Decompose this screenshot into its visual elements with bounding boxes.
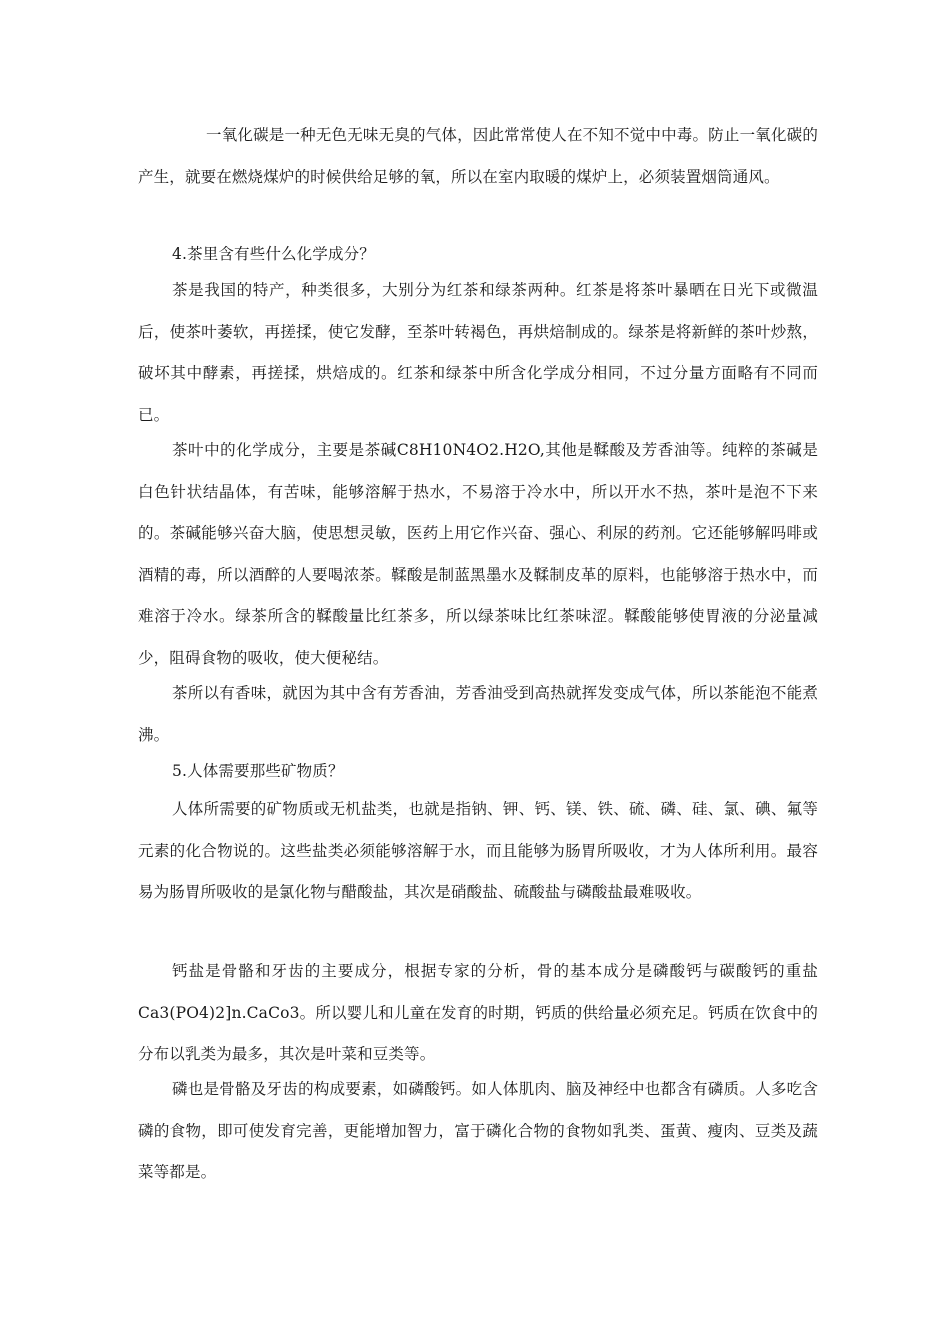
- section-heading-tea: 4.茶里含有些什么化学成分？: [172, 245, 375, 263]
- paragraph-phosphorus: 磷也是骨骼及牙齿的构成要素，如磷酸钙。如人体肌肉、脑及神经中也都含有磷质。人多吃含磷的食物，即可使发育完善，更能增加智力，富于磷化合物的食物如乳类、蛋黄、瘦肉、豆类及蔬菜等都是。: [138, 1080, 818, 1181]
- paragraph-calcium: 钙盐是骨骼和牙齿的主要成分，根据专家的分析，骨的基本成分是磷酸钙与碳酸钙的重盐Ca3(PO4)2]n.CaCo3。所以婴儿和儿童在发育的时期，钙质的供给量必须充足。钙质在饮食中的分布以乳类为最多，其次是叶菜和豆类等。: [138, 962, 818, 1063]
- paragraph-tea-types: 茶是我国的特产，种类很多，大别分为红茶和绿茶两种。红茶是将茶叶暴晒在日光下或微温后，使茶叶萎软，再搓揉，使它发酵，至茶叶转褐色，再烘焙制成的。绿茶是将新鲜的茶叶炒熬，破坏其中酵素，再搓揉，烘焙成的。红茶和绿茶中所含化学成分相同，不过分量方面略有不同而已。: [138, 281, 818, 424]
- paragraph-minerals: 人体所需要的矿物质或无机盐类，也就是指钠、钾、钙、镁、铁、硫、磷、硅、氯、碘、氟等元素的化合物说的。这些盐类必须能够溶解于水，而且能够为肠胃所吸收，才为人体所利用。最容易为肠胃所吸收的是氯化物与醋酸盐，其次是硝酸盐、硫酸盐与磷酸盐最难吸收。: [138, 800, 818, 901]
- section-heading-minerals: 5.人体需要那些矿物质？: [172, 762, 344, 780]
- paragraph-tea-chemistry: 茶叶中的化学成分，主要是茶碱C8H10N4O2.H2O,其他是鞣酸及芳香油等。纯粹的茶碱是白色针状结晶体，有苦味，能够溶解于热水，不易溶于冷水中，所以开水不热，茶叶是泡不下来的。茶碱能够兴奋大脑，使思想灵敏，医药上用它作兴奋、强心、利尿的药剂。它还能够解吗啡或酒精的毒，所以酒醉的人要喝浓茶。鞣酸是制蓝黑墨水及鞣制皮革的原料，也能够溶于热水中，而难溶于冷水。绿茶所含的鞣酸量比红茶多，所以绿茶味比红茶味涩。鞣酸能够使胃液的分泌量减少，阻碍食物的吸收，使大便秘结。: [138, 441, 818, 667]
- paragraph-carbon-monoxide: 一氧化碳是一种无色无味无臭的气体，因此常常使人在不知不觉中中毒。防止一氧化碳的产生，就要在燃烧煤炉的时候供给足够的氧，所以在室内取暖的煤炉上，必须装置烟筒通风。: [138, 126, 818, 186]
- paragraph-tea-aroma: 茶所以有香味，就因为其中含有芳香油，芳香油受到高热就挥发变成气体，所以茶能泡不能煮沸。: [138, 684, 818, 744]
